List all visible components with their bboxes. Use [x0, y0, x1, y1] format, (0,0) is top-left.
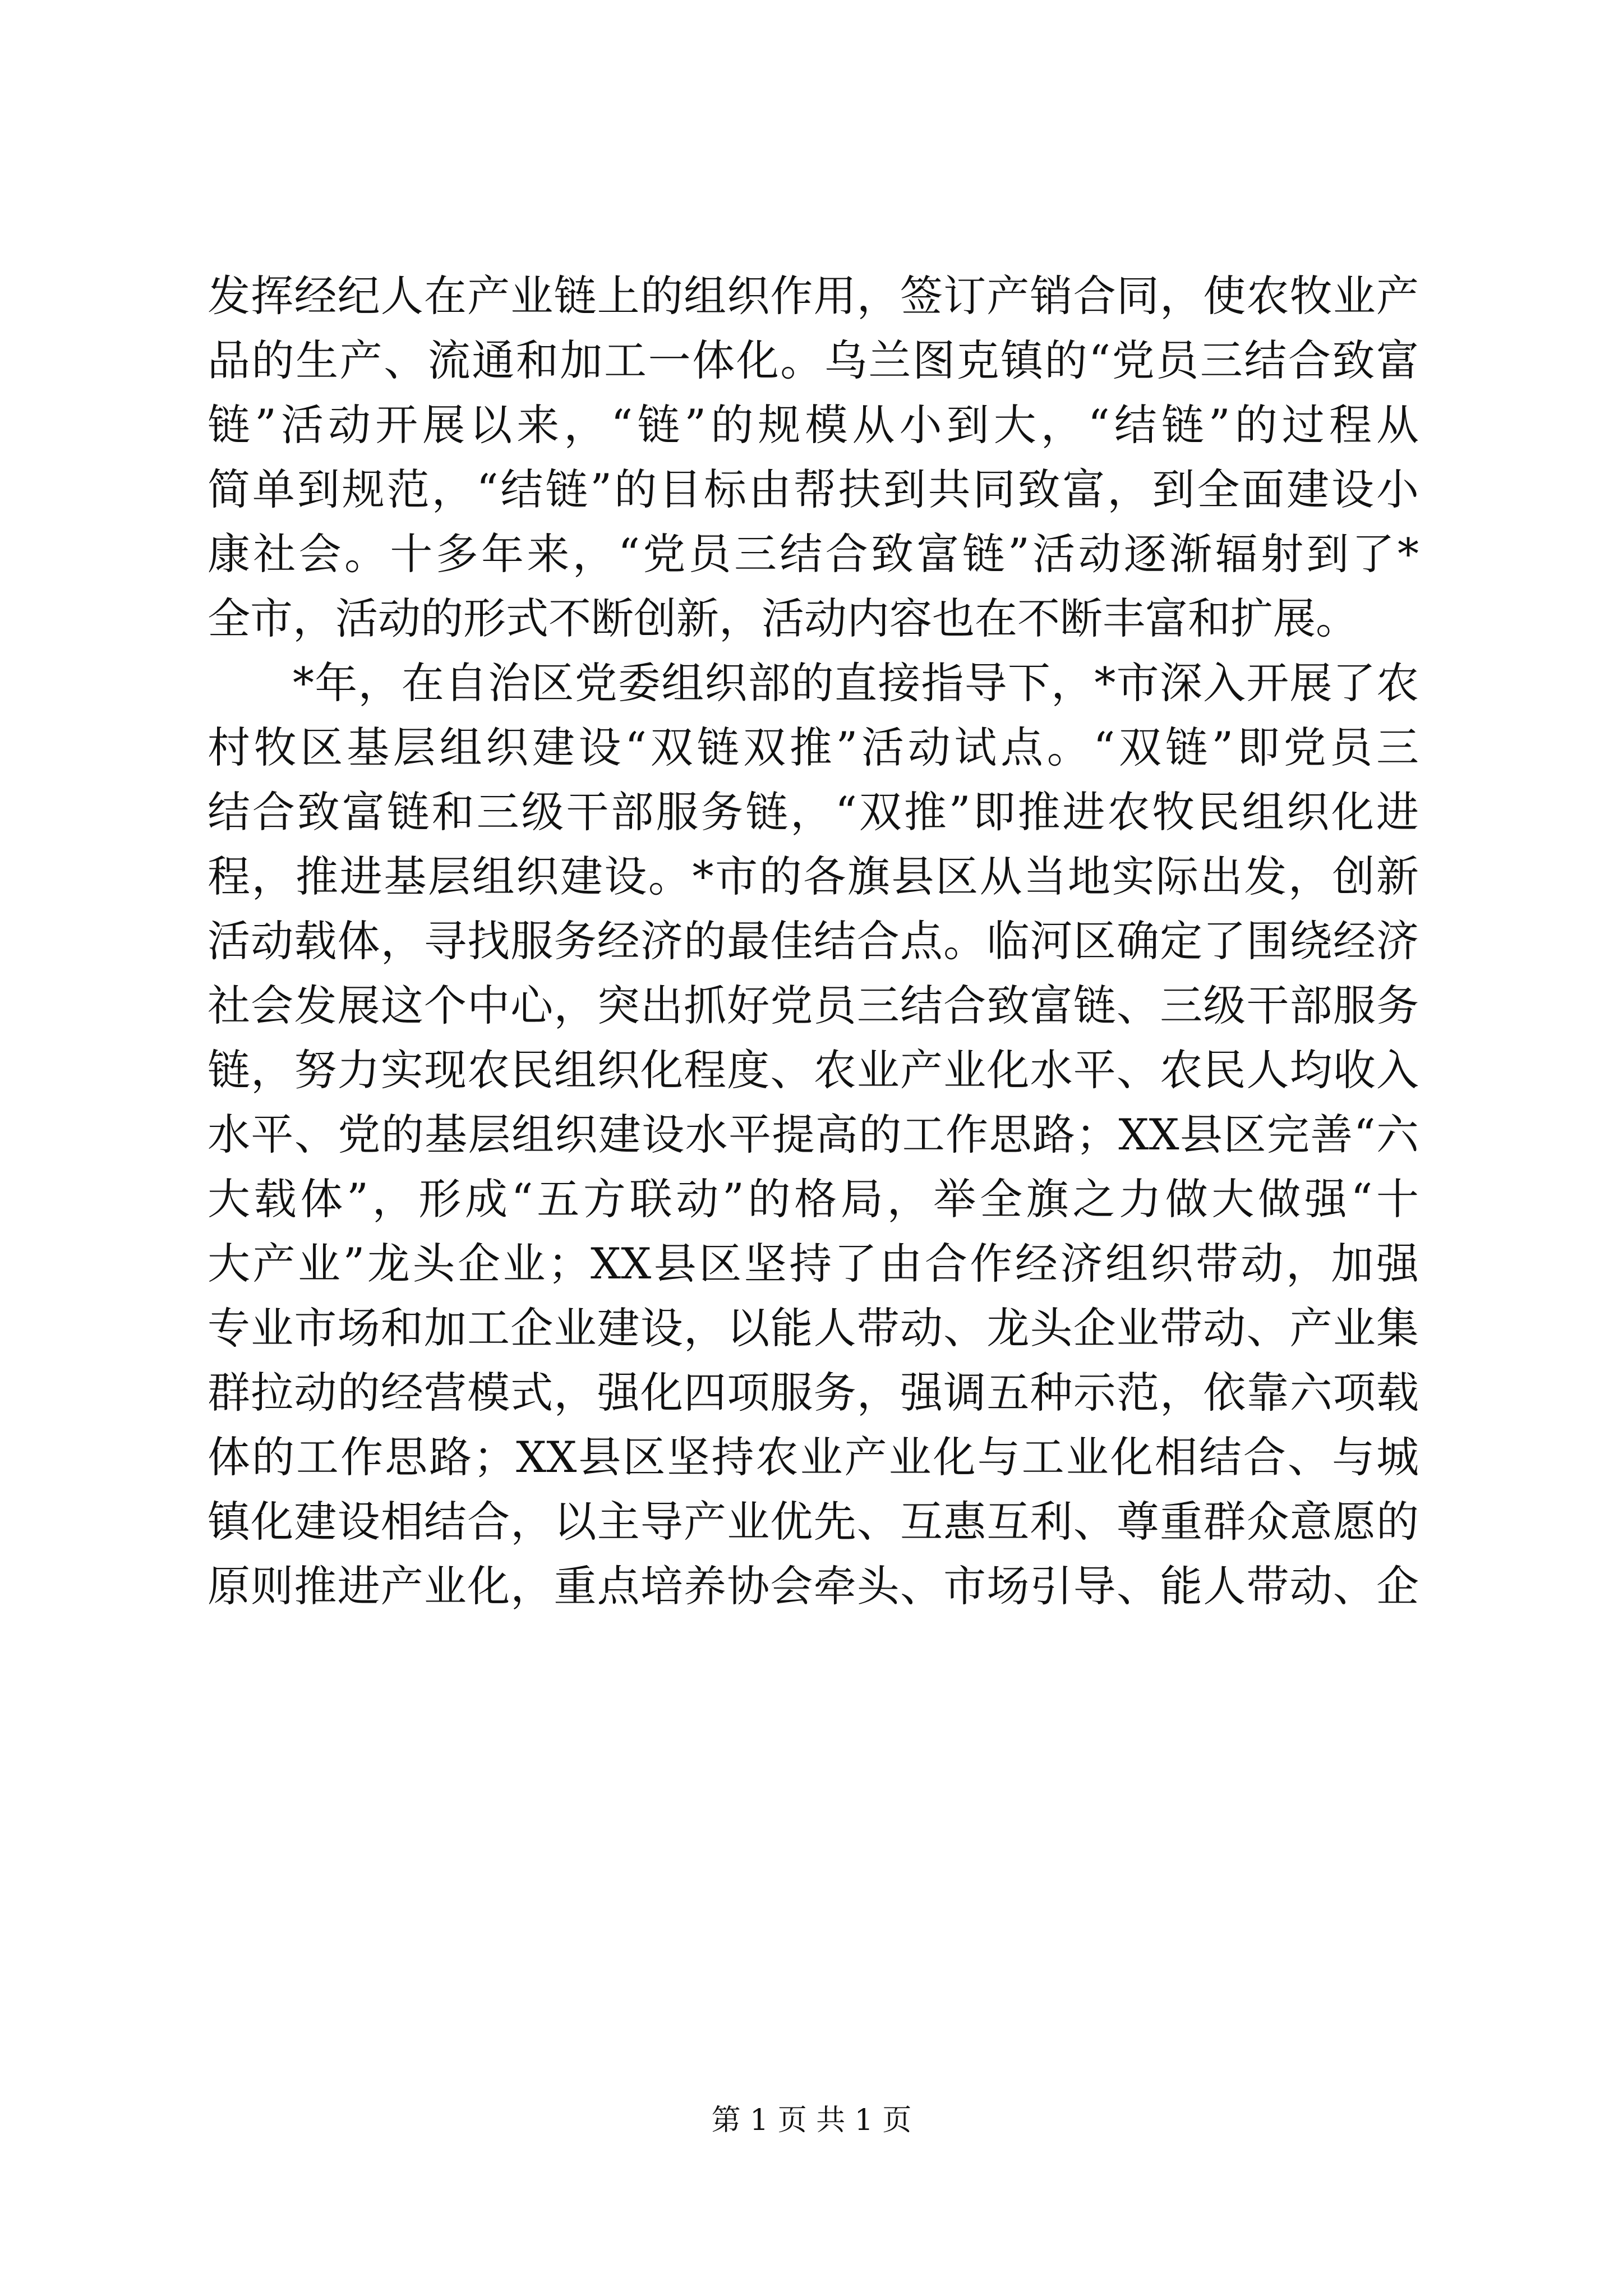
document-body: [208, 264, 1419, 1618]
text-line: 活动载体，寻找服务经济的最佳结合点。临河区确定了围绕经济: [208, 916, 1419, 966]
text-line: 康社会。十多年来，“党员三结合致富链”活动逐渐辐射到了*: [208, 529, 1419, 579]
text-line: 链”活动开展以来，“链”的规模从小到大，“结链”的过程从: [208, 400, 1419, 450]
text-line: 程，推进基层组织建设。*市的各旗县区从当地实际出发，创新: [208, 852, 1419, 901]
text-line: 大载体”，形成“五方联动”的格局，举全旗之力做大做强“十: [208, 1174, 1419, 1224]
text-line: 简单到规范，“结链”的目标由帮扶到共同致富，到全面建设小: [208, 464, 1419, 514]
page-footer: [0, 2101, 1623, 2140]
text-line: 结合致富链和三级干部服务链，“双推”即推进农牧民组织化进: [208, 787, 1419, 837]
text-line: 村牧区基层组织建设“双链双推”活动试点。“双链”即党员三: [208, 723, 1419, 772]
text-line: 群拉动的经营模式，强化四项服务，强调五种示范，依靠六项载: [208, 1368, 1419, 1418]
text-line: 水平、党的基层组织建设水平提高的工作思路；XX县区完善“六: [208, 1110, 1419, 1159]
text-line: 专业市场和加工企业建设，以能人带动、龙头企业带动、产业集: [208, 1303, 1419, 1353]
page-number: 第 1 页 共 1 页: [711, 2104, 912, 2137]
text-line: 体的工作思路；XX县区坚持农业产业化与工业化相结合、与城: [208, 1432, 1419, 1482]
text-line: 全市，活动的形式不断创新，活动内容也在不断丰富和扩展。: [208, 593, 1358, 643]
paragraph: [208, 651, 1419, 1618]
text-line: 社会发展这个中心，突出抓好党员三结合致富链、三级干部服务: [208, 981, 1419, 1030]
text-line: 品的生产、流通和加工一体化。乌兰图克镇的“党员三结合致富: [208, 335, 1419, 385]
text-line: 大产业”龙头企业；XX县区坚持了由合作经济组织带动，加强: [208, 1239, 1419, 1289]
text-line: 镇化建设相结合，以主导产业优先、互惠互利、尊重群众意愿的: [208, 1497, 1419, 1547]
text-line: 发挥经纪人在产业链上的组织作用，签订产销合同，使农牧业产: [208, 271, 1419, 321]
text-line: 链，努力实现农民组织化程度、农业产业化水平、农民人均收入: [208, 1045, 1419, 1095]
text-line: *年，在自治区党委组织部的直接指导下，*市深入开展了农: [293, 658, 1419, 708]
paragraph: [208, 264, 1419, 651]
text-line: 原则推进产业化，重点培养协会牵头、市场引导、能人带动、企: [208, 1561, 1419, 1611]
